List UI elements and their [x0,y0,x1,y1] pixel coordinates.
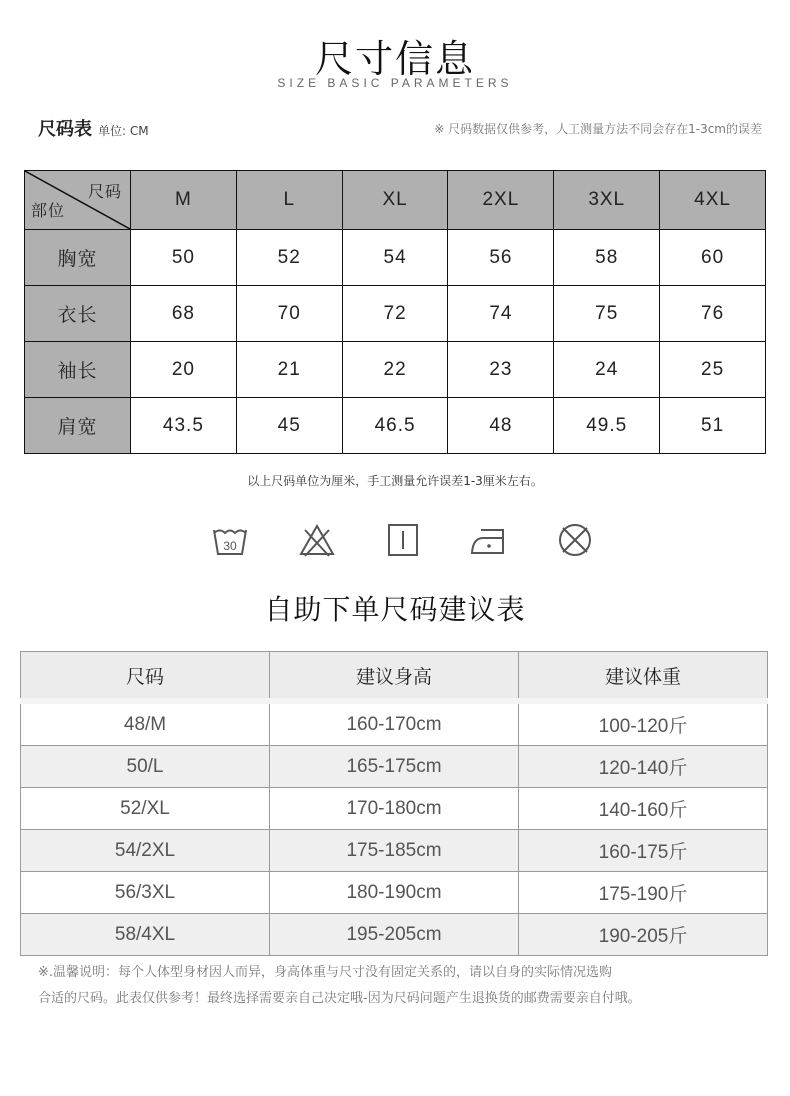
size-table-label-text: 尺码表 [38,119,92,140]
rec-table-row [21,830,768,872]
rec-weight: 175-190斤 [519,872,768,914]
size-table-row [25,286,766,342]
size-table-corner [25,171,131,230]
rec-header-row [21,652,768,702]
size-column-header: M [131,171,237,230]
rec-weight: 120-140斤 [519,746,768,788]
measurement-value: 23 [448,342,554,398]
rec-weight: 160-175斤 [519,830,768,872]
measurement-value: 46.5 [342,398,448,454]
rec-column-header: 建议体重 [519,652,768,702]
rec-table-row [21,788,768,830]
rec-table-row [21,914,768,956]
measurement-value: 48 [448,398,554,454]
measurement-value: 56 [448,230,554,286]
rec-weight: 190-205斤 [519,914,768,956]
measurement-value: 24 [554,342,660,398]
no-dry-clean-icon [555,520,595,560]
size-column-header: XL [342,171,448,230]
measurement-value: 72 [342,286,448,342]
corner-part-label: 部位 [31,201,66,220]
measurement-value: 22 [342,342,448,398]
wash-temp-label: 30 [223,539,237,553]
rec-size: 54/2XL [21,830,270,872]
measurement-value: 52 [236,230,342,286]
measurement-value: 21 [236,342,342,398]
size-table-row [25,230,766,286]
measurement-value: 70 [236,286,342,342]
measurement-value: 68 [131,286,237,342]
rec-height: 170-180cm [270,788,519,830]
rec-height: 180-190cm [270,872,519,914]
rec-height: 160-170cm [270,701,519,746]
measurement-disclaimer: ※ 尺码数据仅供参考，人工测量方法不同会存在1-3cm的误差 [434,122,762,136]
measurement-value: 60 [660,230,766,286]
rec-height: 165-175cm [270,746,519,788]
recommendation-title: 自助下单尺码建议表 [264,593,526,626]
size-table [24,170,766,454]
unit-note: 以上尺码单位为厘米，手工测量允许误差1-3厘米左右。 [247,474,543,488]
measurement-name: 袖长 [25,342,131,398]
footer-note-line1: ※.温馨说明：每个人体型身材因人而异，身高体重与尺寸没有固定关系的，请以自身的实际情况选购 [38,965,613,980]
size-column-header: L [236,171,342,230]
measurement-value: 51 [660,398,766,454]
size-column-header: 2XL [448,171,554,230]
wash-30-icon [210,520,250,560]
rec-weight: 100-120斤 [519,701,768,746]
measurement-value: 58 [554,230,660,286]
measurement-value: 75 [554,286,660,342]
measurement-value: 20 [131,342,237,398]
measurement-value: 45 [236,398,342,454]
rec-table-row [21,746,768,788]
measurement-value: 43.5 [131,398,237,454]
measurement-name: 胸宽 [25,230,131,286]
measurement-value: 50 [131,230,237,286]
rec-size: 56/3XL [21,872,270,914]
iron-low-icon [469,520,509,560]
measurement-name: 衣长 [25,286,131,342]
size-table-row [25,342,766,398]
footer-note-line2: 合适的尺码。此表仅供参考！最终选择需要亲自己决定哦-因为尺码问题产生退换货的邮费需要亲自付哦。 [38,991,641,1006]
rec-weight: 140-160斤 [519,788,768,830]
care-icons [205,520,605,560]
no-bleach-icon [297,520,337,560]
measurement-value: 74 [448,286,554,342]
rec-size: 50/L [21,746,270,788]
rec-size: 58/4XL [21,914,270,956]
measurement-name: 肩宽 [25,398,131,454]
measurement-value: 49.5 [554,398,660,454]
page-title: 尺寸信息 [314,37,475,81]
measurement-value: 54 [342,230,448,286]
rec-table-row [21,701,768,746]
unit-label: 单位: CM [98,124,149,138]
rec-size: 48/M [21,701,270,746]
rec-height: 195-205cm [270,914,519,956]
rec-size: 52/XL [21,788,270,830]
rec-column-header: 尺码 [21,652,270,702]
measurement-value: 76 [660,286,766,342]
corner-size-label: 尺码 [87,182,122,201]
size-column-header: 3XL [554,171,660,230]
rec-height: 175-185cm [270,830,519,872]
size-table-header-row [25,171,766,230]
page-subtitle: SIZE BASIC PARAMETERS [277,76,513,90]
measurement-value: 25 [660,342,766,398]
size-column-header: 4XL [660,171,766,230]
rec-column-header: 建议身高 [270,652,519,702]
size-table-label [38,115,149,141]
size-table-row [25,398,766,454]
rec-table-row [21,872,768,914]
recommendation-table [20,651,768,956]
hang-dry-icon [383,520,423,560]
